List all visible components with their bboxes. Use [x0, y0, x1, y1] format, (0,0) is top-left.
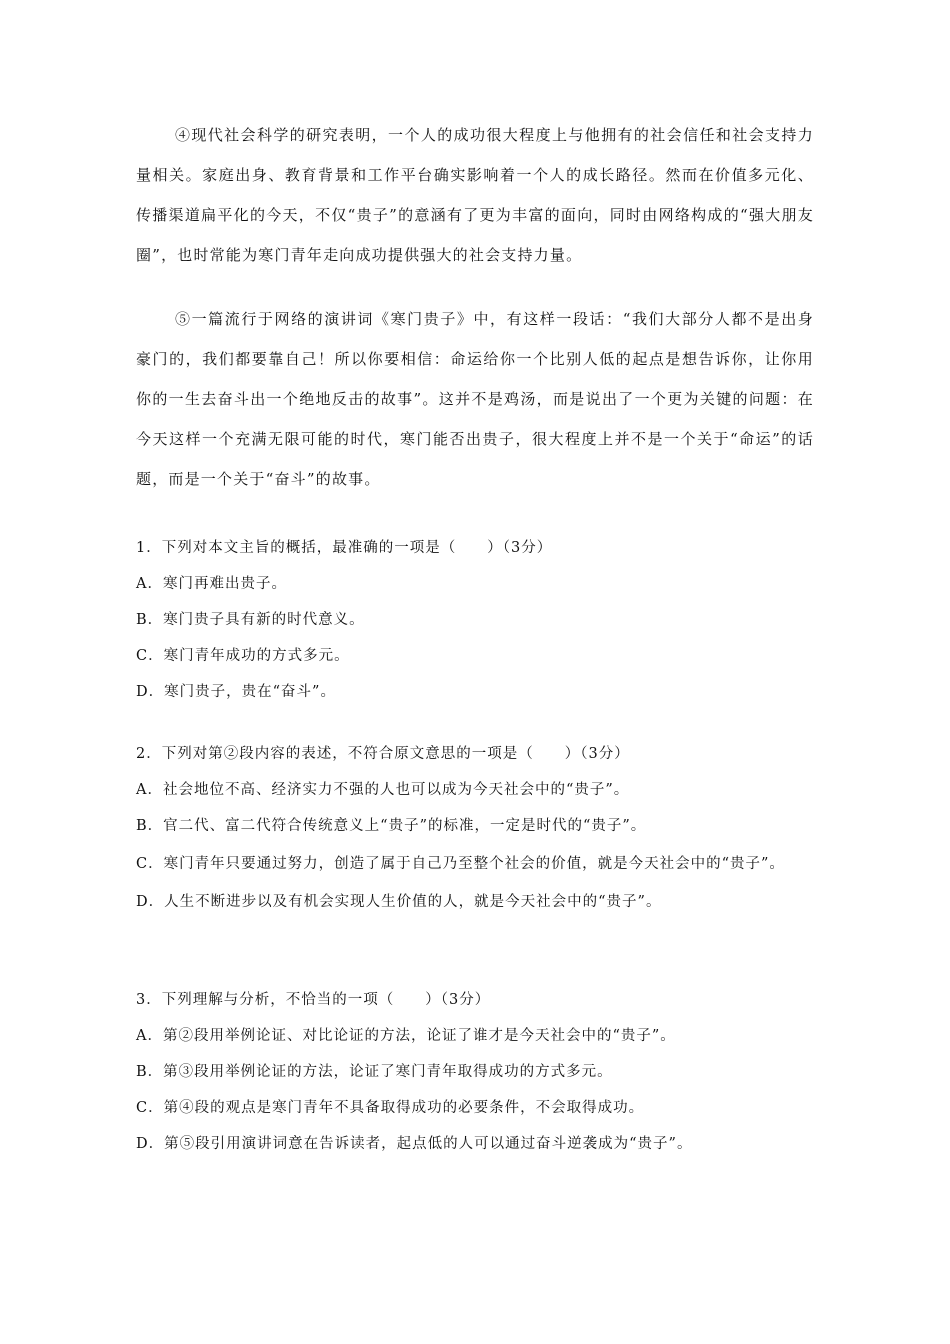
- question-1-option-d: D．寒门贵子，贵在“奋斗”。: [136, 684, 336, 700]
- question-1: [136, 530, 826, 710]
- question-2-option-d: D．人生不断进步以及有机会实现人生价值的人，就是今天社会中的“贵子”。: [136, 894, 662, 910]
- question-3-stem: 3．下列理解与分析，不恰当的一项（ ）（3分）: [136, 992, 491, 1008]
- paragraph-5: ⑤一篇流行于网络的演讲词《寒门贵子》中，有这样一段话：“我们大部分人都不是出身豪门的，我们都要靠自己！所以你要相信：命运给你一个比别人低的起点是想告诉你，让你用你的一生去奋斗出一个绝地反击的故事”。这并不是鸡汤，而是说出了一个更为关键的问题：在今天这样一个充满无限可能的时代，寒门能否出贵子，很大程度上并不是一个关于“命运”的话题，而是一个关于“奋斗”的故事。: [136, 310, 814, 488]
- question-1-option-c: C．寒门青年成功的方式多元。: [136, 648, 350, 664]
- question-3-option-b: B．第③段用举例论证的方法，论证了寒门青年取得成功的方式多元。: [136, 1064, 613, 1080]
- question-3-option-d: D．第⑤段引用演讲词意在告诉读者，起点低的人可以通过奋斗逆袭成为“贵子”。: [136, 1136, 693, 1152]
- question-2: [136, 736, 826, 920]
- question-2-stem: 2．下列对第②段内容的表述，不符合原文意思的一项是（ ）（3分）: [136, 746, 630, 762]
- question-2-option-a: A．社会地位不高、经济实力不强的人也可以成为今天社会中的“贵子”。: [136, 782, 630, 798]
- paragraph-4: ④现代社会科学的研究表明，一个人的成功很大程度上与他拥有的社会信任和社会支持力量相关。家庭出身、教育背景和工作平台确实影响着一个人的成长路径。然而在价值多元化、传播渠道扁平化的今天，不仅“贵子”的意涵有了更为丰富的面向，同时由网络构成的“强大朋友圈”，也时常能为寒门青年走向成功提供强大的社会支持力量。: [136, 126, 814, 264]
- question-1-option-b: B．寒门贵子具有新的时代意义。: [136, 612, 365, 628]
- question-1-stem: 1．下列对本文主旨的概括，最准确的一项是（ ）（3分）: [136, 540, 553, 556]
- question-3-option-a: A．第②段用举例论证、对比论证的方法，论证了谁才是今天社会中的“贵子”。: [136, 1028, 676, 1044]
- question-3: [136, 982, 826, 1162]
- question-1-option-a: A．寒门再难出贵子。: [136, 576, 287, 592]
- question-3-option-c: C．第④段的观点是寒门青年不具备取得成功的必要条件，不会取得成功。: [136, 1100, 645, 1116]
- question-2-option-c: C．寒门青年只要通过努力，创造了属于自己乃至整个社会的价值，就是今天社会中的“贵子”。: [136, 856, 785, 872]
- question-2-option-b: B．官二代、富二代符合传统意义上“贵子”的标准，一定是时代的“贵子”。: [136, 818, 647, 834]
